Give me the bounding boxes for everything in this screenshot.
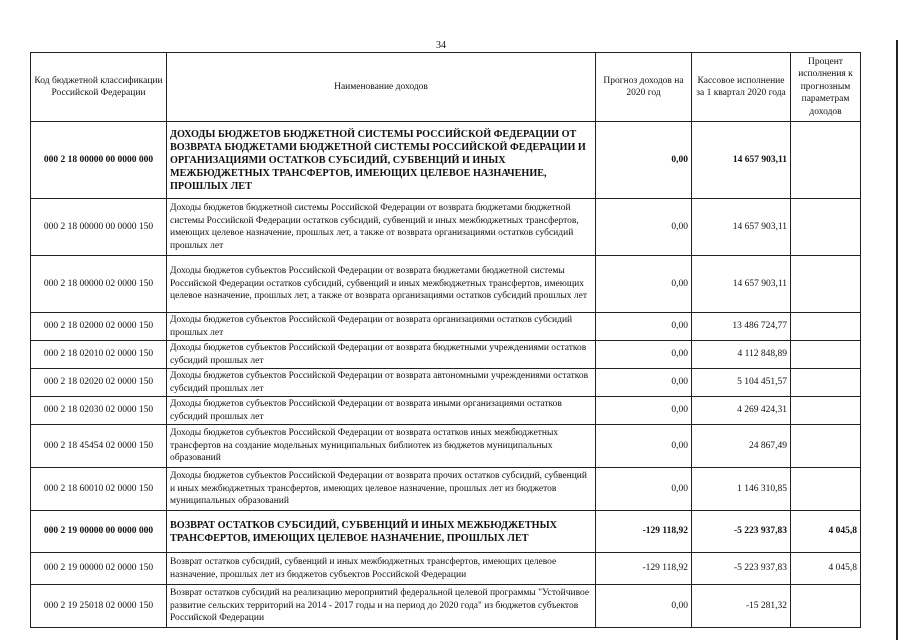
row-forecast: 0,00	[596, 341, 692, 369]
table-row	[31, 468, 861, 511]
row-forecast: 0,00	[596, 122, 692, 199]
row-forecast: 0,00	[596, 313, 692, 341]
row-percent: 4 045,8	[791, 553, 861, 585]
table-row	[31, 425, 861, 468]
table-row	[31, 397, 861, 425]
row-actual: 14 657 903,11	[692, 256, 791, 313]
table-row	[31, 256, 861, 313]
header-forecast: Прогноз доходов на 2020 год	[596, 53, 692, 122]
row-name: Доходы бюджетов субъектов Российской Федерации от возврата прочих остатков субсидий, субвенций и иных межбюджетных трансфертов, имеющих целевое назначение, прошлых лет из бюджетов муниципальных образований	[167, 468, 596, 511]
page-number: 34	[436, 40, 446, 51]
row-percent	[791, 313, 861, 341]
row-code: 000 2 18 60010 02 0000 150	[31, 468, 167, 511]
row-name: Возврат остатков субсидий на реализацию мероприятий федеральной целевой программы "Устойчивое развитие сельских территорий на 2014 - 2017 годы и на период до 2020 года" из бюджетов субъектов Российской Федерации	[167, 585, 596, 628]
row-name: Доходы бюджетов субъектов Российской Федерации от возврата остатков иных межбюджетных трансфертов на создание модельных муниципальных библиотек из бюджетов муниципальных образований	[167, 425, 596, 468]
row-code: 000 2 18 02020 02 0000 150	[31, 369, 167, 397]
table-row	[31, 511, 861, 553]
row-actual: 24 867,49	[692, 425, 791, 468]
row-code: 000 2 19 25018 02 0000 150	[31, 585, 167, 628]
table-row	[31, 585, 861, 628]
row-percent	[791, 369, 861, 397]
row-actual: 4 112 848,89	[692, 341, 791, 369]
row-actual: -5 223 937,83	[692, 553, 791, 585]
row-name: Возврат остатков субсидий, субвенций и иных межбюджетных трансфертов, имеющих целевое назначение, прошлых лет из бюджетов субъектов Российской Федерации	[167, 553, 596, 585]
table-row	[31, 122, 861, 199]
row-name: ВОЗВРАТ ОСТАТКОВ СУБСИДИЙ, СУБВЕНЦИЙ И ИНЫХ МЕЖБЮДЖЕТНЫХ ТРАНСФЕРТОВ, ИМЕЮЩИХ ЦЕЛЕВОЕ НАЗНАЧЕНИЕ, ПРОШЛЫХ ЛЕТ	[167, 511, 596, 553]
revenue-table	[30, 52, 861, 628]
table-row	[31, 553, 861, 585]
row-name: ДОХОДЫ БЮДЖЕТОВ БЮДЖЕТНОЙ СИСТЕМЫ РОССИЙСКОЙ ФЕДЕРАЦИИ ОТ ВОЗВРАТА БЮДЖЕТАМИ БЮДЖЕТНОЙ СИСТЕМЫ РОССИЙСКОЙ ФЕДЕРАЦИИ И ОРГАНИЗАЦИЯМИ ОСТАТКОВ СУБСИДИЙ, СУБВЕНЦИЙ И ИНЫХ МЕЖБЮДЖЕТНЫХ ТРАНСФЕРТОВ, ИМЕЮЩИХ ЦЕЛЕВОЕ НАЗНАЧЕНИЕ, ПРОШЛЫХ ЛЕТ	[167, 122, 596, 199]
header-code: Код бюджетной классификации Российской Федерации	[31, 53, 167, 122]
row-forecast: 0,00	[596, 468, 692, 511]
row-percent	[791, 122, 861, 199]
row-code: 000 2 18 45454 02 0000 150	[31, 425, 167, 468]
row-name: Доходы бюджетов субъектов Российской Федерации от возврата бюджетами бюджетной системы Российской Федерации остатков субсидий, субвенций и иных межбюджетных трансфертов, имеющих целевое назначение, прошлых лет, а также от возврата организациями остатков субсидий прошлых лет	[167, 256, 596, 313]
row-code: 000 2 18 02010 02 0000 150	[31, 341, 167, 369]
row-percent	[791, 468, 861, 511]
row-code: 000 2 18 02030 02 0000 150	[31, 397, 167, 425]
row-percent	[791, 585, 861, 628]
row-forecast: 0,00	[596, 369, 692, 397]
row-name: Доходы бюджетов субъектов Российской Федерации от возврата автономными учреждениями остатков субсидий прошлых лет	[167, 369, 596, 397]
row-forecast: 0,00	[596, 397, 692, 425]
row-forecast: -129 118,92	[596, 511, 692, 553]
row-forecast: -129 118,92	[596, 553, 692, 585]
row-actual: 14 657 903,11	[692, 122, 791, 199]
row-percent	[791, 341, 861, 369]
row-code: 000 2 19 00000 00 0000 000	[31, 511, 167, 553]
table-row	[31, 341, 861, 369]
row-name: Доходы бюджетов субъектов Российской Федерации от возврата организациями остатков субсидий прошлых лет	[167, 313, 596, 341]
row-name: Доходы бюджетов субъектов Российской Федерации от возврата иными организациями остатков субсидий прошлых лет	[167, 397, 596, 425]
row-name: Доходы бюджетов бюджетной системы Российской Федерации от возврата бюджетами бюджетной системы Российской Федерации остатков субсидий, субвенций и иных межбюджетных трансфертов, имеющих целевое назначение, прошлых лет, а также от возврата организациями остатков субсидий прошлых лет	[167, 199, 596, 256]
page-edge-line	[896, 40, 898, 640]
row-forecast: 0,00	[596, 585, 692, 628]
table-row	[31, 369, 861, 397]
row-name: Доходы бюджетов субъектов Российской Федерации от возврата бюджетными учреждениями остатков субсидий прошлых лет	[167, 341, 596, 369]
header-percent: Процент исполнения к прогнозным параметрам доходов	[791, 53, 861, 122]
row-percent	[791, 397, 861, 425]
row-actual: 13 486 724,77	[692, 313, 791, 341]
row-actual: -5 223 937,83	[692, 511, 791, 553]
table-header-row	[31, 53, 861, 122]
row-actual: -15 281,32	[692, 585, 791, 628]
row-code: 000 2 18 02000 02 0000 150	[31, 313, 167, 341]
header-name: Наименование доходов	[167, 53, 596, 122]
row-actual: 5 104 451,57	[692, 369, 791, 397]
row-forecast: 0,00	[596, 199, 692, 256]
row-percent	[791, 425, 861, 468]
row-percent	[791, 256, 861, 313]
row-actual: 14 657 903,11	[692, 199, 791, 256]
header-actual: Кассовое исполнение за 1 квартал 2020 года	[692, 53, 791, 122]
row-code: 000 2 18 00000 00 0000 000	[31, 122, 167, 199]
row-percent	[791, 199, 861, 256]
row-code: 000 2 18 00000 00 0000 150	[31, 199, 167, 256]
table-row	[31, 199, 861, 256]
row-actual: 1 146 310,85	[692, 468, 791, 511]
row-code: 000 2 18 00000 02 0000 150	[31, 256, 167, 313]
row-percent: 4 045,8	[791, 511, 861, 553]
table-row	[31, 313, 861, 341]
row-forecast: 0,00	[596, 425, 692, 468]
row-forecast: 0,00	[596, 256, 692, 313]
row-actual: 4 269 424,31	[692, 397, 791, 425]
row-code: 000 2 19 00000 02 0000 150	[31, 553, 167, 585]
